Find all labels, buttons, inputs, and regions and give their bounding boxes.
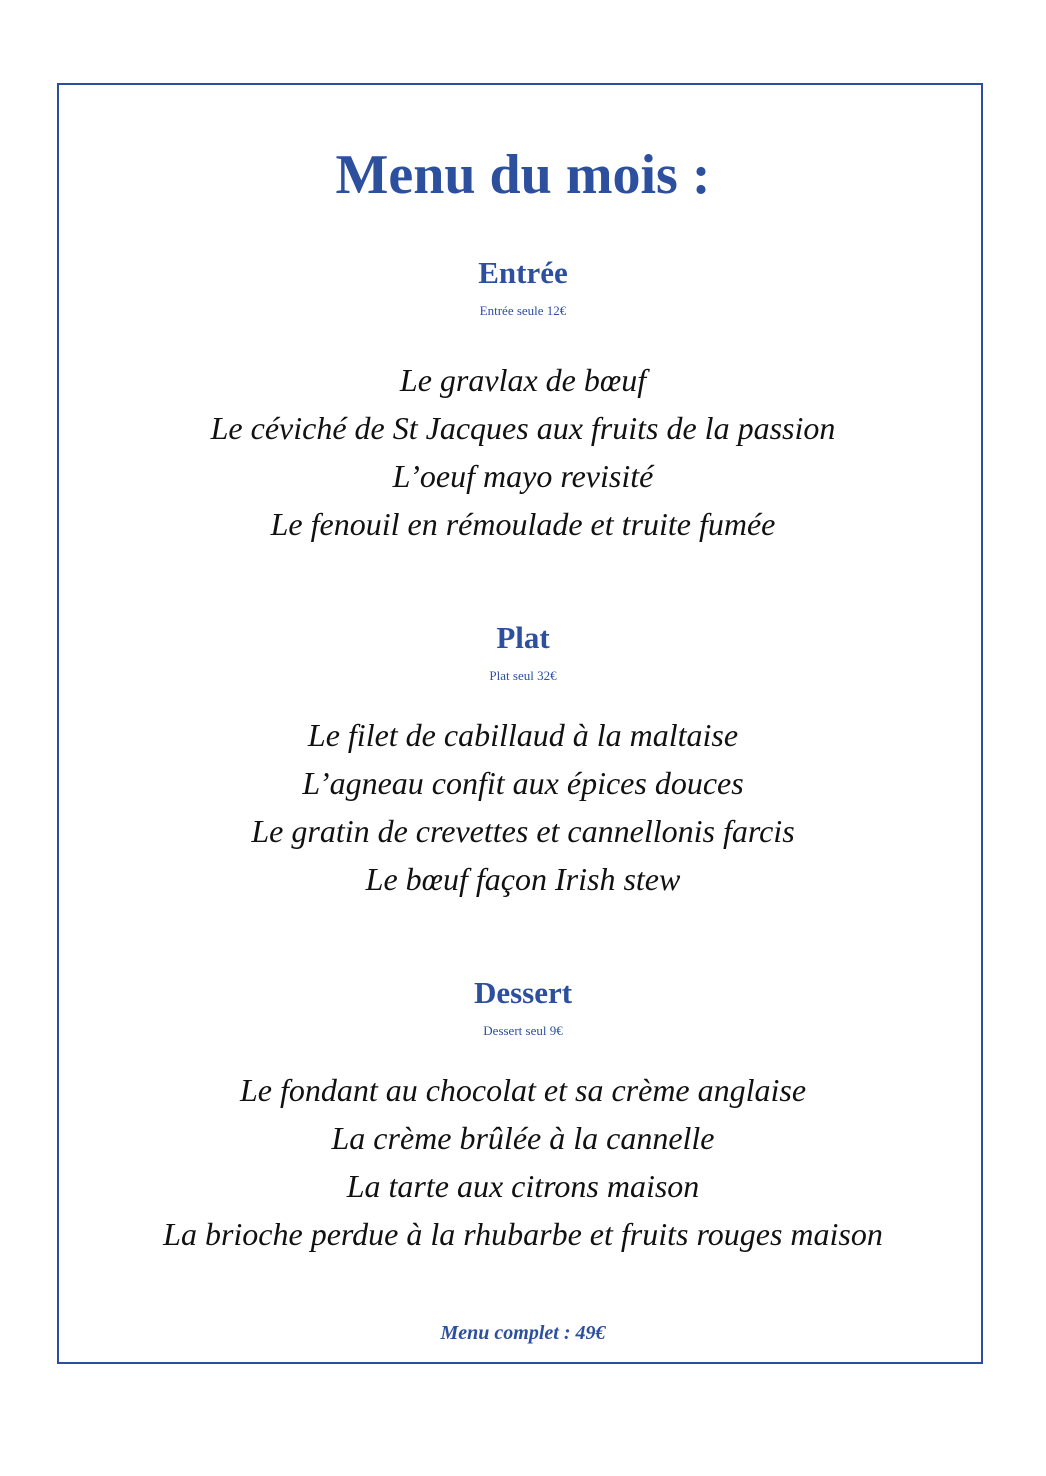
dish-item: La tarte aux citrons maison: [346, 1168, 700, 1204]
dish-item: Le bœuf façon Irish stew: [365, 861, 681, 897]
section-heading-plat: Plat: [496, 620, 550, 655]
section-price-dessert: Dessert seul 9€: [483, 1023, 563, 1038]
dish-item: L’oeuf mayo revisité: [392, 458, 654, 494]
dish-item: Le gratin de crevettes et cannellonis farcis: [251, 813, 795, 849]
dish-item: La crème brûlée à la cannelle: [331, 1120, 715, 1156]
dish-item: Le céviché de St Jacques aux fruits de la passion: [210, 410, 836, 446]
dish-item: La brioche perdue à la rhubarbe et fruits rouges maison: [163, 1216, 883, 1252]
section-price-plat: Plat seul 32€: [489, 668, 557, 683]
section-price-entree: Entrée seule 12€: [479, 303, 567, 318]
dish-list-dessert: [0, 1066, 1046, 1258]
dish-list-plat: [0, 711, 1046, 903]
menu-complete-price: Menu complet : 49€: [440, 1322, 606, 1344]
section-heading-entree: Entrée: [478, 255, 568, 290]
dish-item: Le fondant au chocolat et sa crème anglaise: [239, 1072, 807, 1108]
dish-list-entree: [0, 356, 1046, 548]
dish-item: Le filet de cabillaud à la maltaise: [307, 717, 739, 753]
dish-item: Le gravlax de bœuf: [399, 362, 647, 398]
page-title: Menu du mois :: [335, 144, 711, 206]
dish-item: Le fenouil en rémoulade et truite fumée: [270, 506, 776, 542]
section-heading-dessert: Dessert: [473, 975, 573, 1010]
dish-item: L’agneau confit aux épices douces: [302, 765, 744, 801]
